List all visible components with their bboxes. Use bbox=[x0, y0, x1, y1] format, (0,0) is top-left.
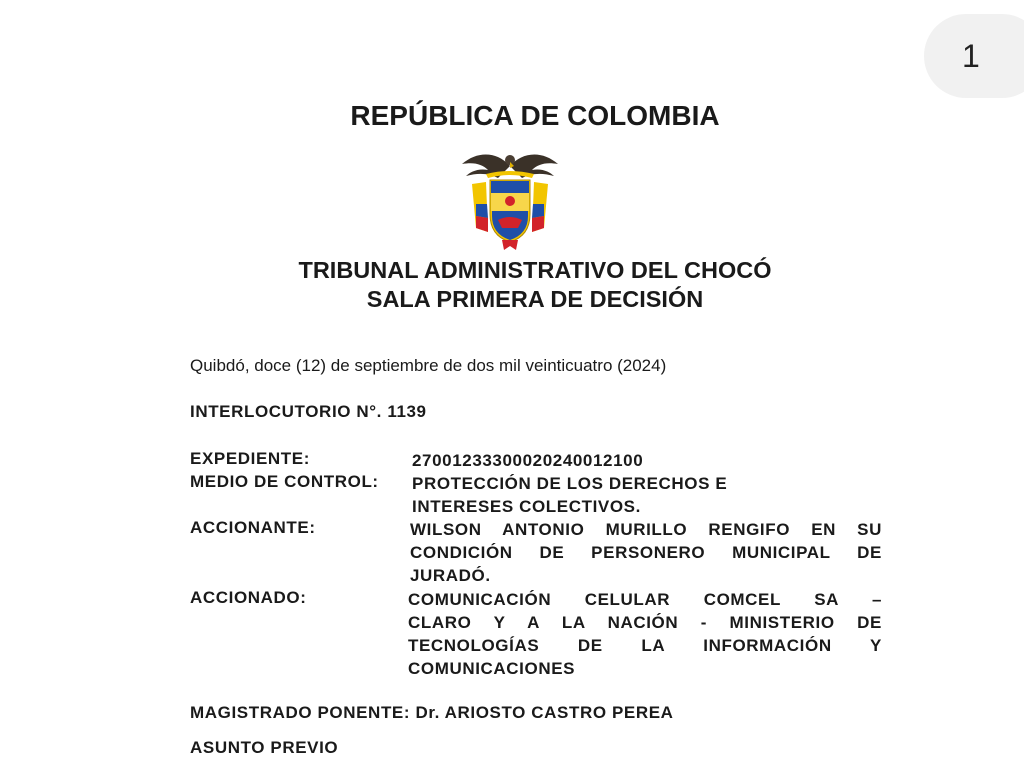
medio-control-label: MEDIO DE CONTROL: bbox=[190, 472, 379, 491]
expediente-label: EXPEDIENTE: bbox=[190, 449, 310, 468]
country-heading: REPÚBLICA DE COLOMBIA bbox=[350, 100, 720, 131]
medio-control-value bbox=[412, 472, 882, 518]
expediente-number: 27001233300020240012100 bbox=[412, 451, 644, 470]
interlocutorio-number: INTERLOCUTORIO N°. 1139 bbox=[190, 402, 427, 421]
accionante-label: ACCIONANTE: bbox=[190, 518, 316, 537]
accionado-value bbox=[408, 588, 882, 680]
court-heading bbox=[0, 256, 1024, 314]
page-number-badge: 1 bbox=[924, 14, 1024, 98]
accionado-line: COMUNICACIONES bbox=[408, 659, 576, 678]
accionante-line: CONDICIÓN DE PERSONERO MUNICIPAL DE bbox=[410, 543, 882, 562]
medio-control-line: PROTECCIÓN DE LOS DERECHOS E bbox=[412, 474, 728, 493]
accionante-value bbox=[410, 518, 882, 587]
accionado-label: ACCIONADO: bbox=[190, 588, 307, 607]
colombia-coat-of-arms-icon bbox=[458, 144, 562, 250]
asunto-heading: ASUNTO PREVIO bbox=[190, 738, 339, 757]
medio-control-line: INTERESES COLECTIVOS. bbox=[412, 497, 641, 516]
accionante-line: WILSON ANTONIO MURILLO RENGIFO EN SU bbox=[410, 520, 882, 539]
court-name: TRIBUNAL ADMINISTRATIVO DEL CHOCÓ bbox=[298, 257, 772, 283]
accionante-line: JURADÓ. bbox=[410, 566, 491, 585]
date-line: Quibdó, doce (12) de septiembre de dos mil veinticuatro (2024) bbox=[190, 356, 667, 375]
magistrado-ponente: MAGISTRADO PONENTE: Dr. ARIOSTO CASTRO PEREA bbox=[190, 703, 674, 722]
accionado-line: CLARO Y A LA NACIÓN - MINISTERIO DE bbox=[408, 613, 882, 632]
accionado-line: TECNOLOGÍAS DE LA INFORMACIÓN Y bbox=[408, 636, 882, 655]
expediente-value bbox=[412, 449, 882, 472]
court-chamber: SALA PRIMERA DE DECISIÓN bbox=[366, 286, 704, 312]
accionado-line: COMUNICACIÓN CELULAR COMCEL SA – bbox=[408, 590, 882, 609]
